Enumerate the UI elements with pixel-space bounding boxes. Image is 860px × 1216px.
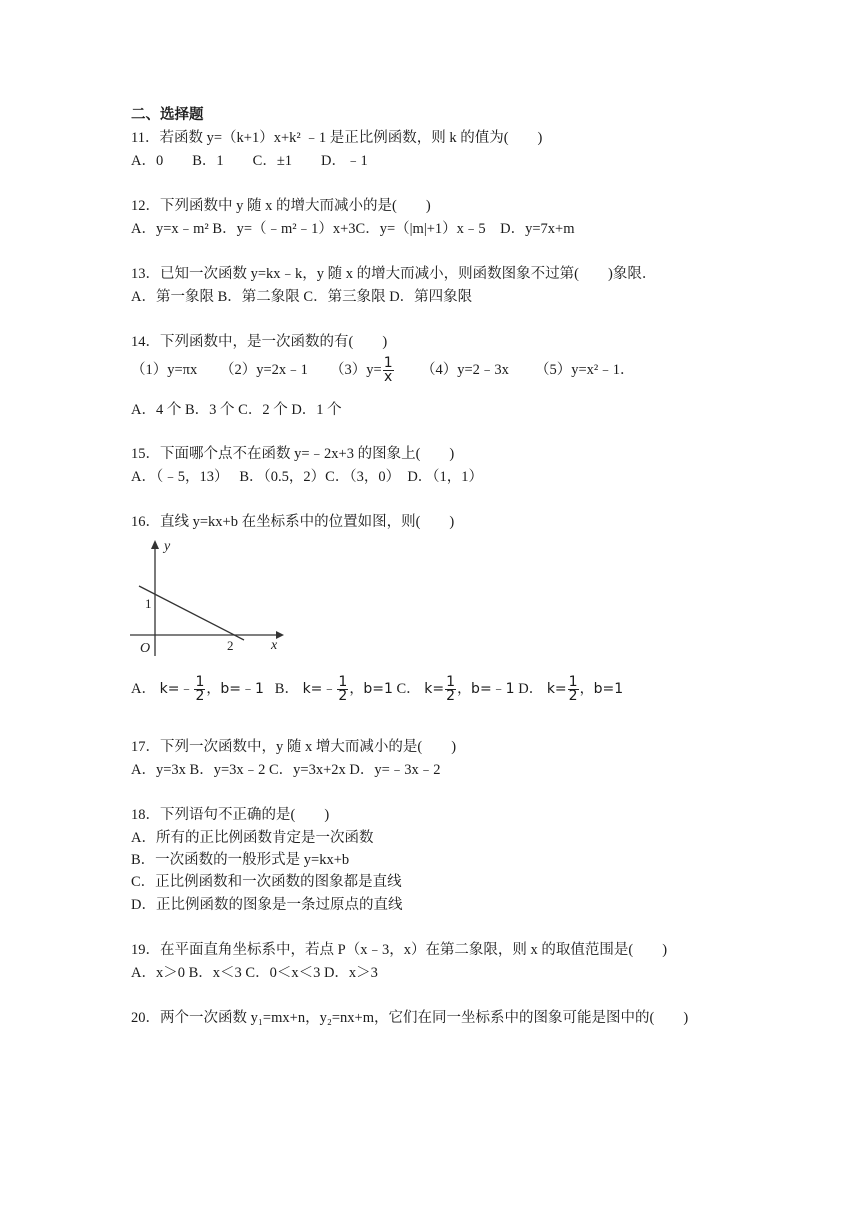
- fraction-denominator: x: [384, 369, 393, 386]
- question-options: A．第一象限 B．第二象限 C．第三象限 D．第四象限: [131, 289, 473, 305]
- function-3-prefix: （3）y=: [330, 362, 382, 378]
- question-stem: 11．若函数 y=（k+1）x+k² ﹣1 是正比例函数，则 k 的值为( ): [131, 130, 543, 146]
- option-b: B． k=﹣ $\frac{1}{2}$ ，b=1: [274, 674, 393, 705]
- question-stem: 15．下面哪个点不在函数 y=﹣2x+3 的图象上( ): [131, 446, 455, 462]
- question-stem: 16．直线 y=kx+b 在坐标系中的位置如图，则( ): [131, 514, 455, 530]
- question-stem: 13．已知一次函数 y=kx﹣k，y 随 x 的增大而减小，则函数图象不过第( )象限．: [131, 266, 657, 282]
- y-axis-label: y: [164, 539, 171, 554]
- question-options: [131, 674, 623, 704]
- question-stem: 19．在平面直角坐标系中，若点 P（x﹣3，x）在第二象限，则 x 的取值范围是( ): [131, 942, 668, 958]
- y-axis-arrow: [151, 540, 159, 549]
- option-a: A． k=﹣ $\frac{1}{2}$ ，b=﹣1: [131, 674, 264, 705]
- line-graph: [126, 536, 286, 660]
- question-options: A．0 B．1 C．±1 D．﹣1: [131, 153, 368, 169]
- option-b: B．一次函数的一般形式是 y=kx+b: [131, 852, 350, 868]
- question-stem: 17．下列一次函数中，y 随 x 增大而减小的是( ): [131, 739, 457, 755]
- fraction: [383, 357, 394, 384]
- function-5: （5）y=x²﹣1．: [535, 362, 635, 378]
- question-options: A．4 个 B．3 个 C．2 个 D．1 个: [131, 402, 342, 418]
- fraction: $\frac{1}{2}$: [568, 674, 578, 705]
- fraction: $\frac{1}{2}$: [195, 674, 205, 705]
- question-options: A．y=x﹣m² B．y=（﹣m²﹣1）x+3C．y=（|m|+1）x﹣5 D．y=7x+m: [131, 221, 575, 237]
- question-options: A．x＞0 B．x＜3 C．0＜x＜3 D．x＞3: [131, 965, 378, 981]
- question-stem: 14．下列函数中，是一次函数的有( ): [131, 334, 388, 350]
- option-d: D． k= $\frac{1}{2}$ ，b=1: [518, 674, 624, 705]
- fraction-numerator: 1: [383, 355, 393, 372]
- option-c: C．正比例函数和一次函数的图象都是直线: [131, 874, 402, 890]
- origin-label: O: [140, 641, 151, 656]
- option-d: D．正比例函数的图象是一条过原点的直线: [131, 897, 403, 913]
- x-intercept-label: 2: [227, 638, 234, 653]
- fraction: $\frac{1}{2}$: [446, 674, 456, 705]
- option-c: C． k= $\frac{1}{2}$ ，b=﹣1: [396, 674, 515, 705]
- question-stem: 18．下列语句不正确的是( ): [131, 807, 330, 823]
- question-options: A．（﹣5，13） B．（0.5，2）C．（3，0） D．（1，1）: [131, 469, 484, 485]
- question-stem: 12．下列函数中 y 随 x 的增大而减小的是( ): [131, 198, 431, 214]
- function-4: （4）y=2﹣3x: [421, 362, 509, 378]
- function-1: （1）y=πx: [131, 362, 198, 378]
- function-2: （2）y=2x﹣1: [220, 362, 308, 378]
- question-stem: 20．两个一次函数 y₁=mx+n，y₂=nx+m，它们在同一坐标系中的图象可能是图中的( ): [131, 1010, 689, 1026]
- function-3: [330, 357, 395, 384]
- option-a: A．所有的正比例函数肯定是一次函数: [131, 830, 374, 846]
- x-axis-label: x: [271, 638, 278, 653]
- section-heading: 二、选择题: [131, 107, 204, 123]
- y-intercept-label: 1: [145, 596, 152, 611]
- question-options: A．y=3x B．y=3x﹣2 C．y=3x+2x D．y=﹣3x﹣2: [131, 762, 441, 778]
- fraction: $\frac{1}{2}$: [338, 674, 348, 705]
